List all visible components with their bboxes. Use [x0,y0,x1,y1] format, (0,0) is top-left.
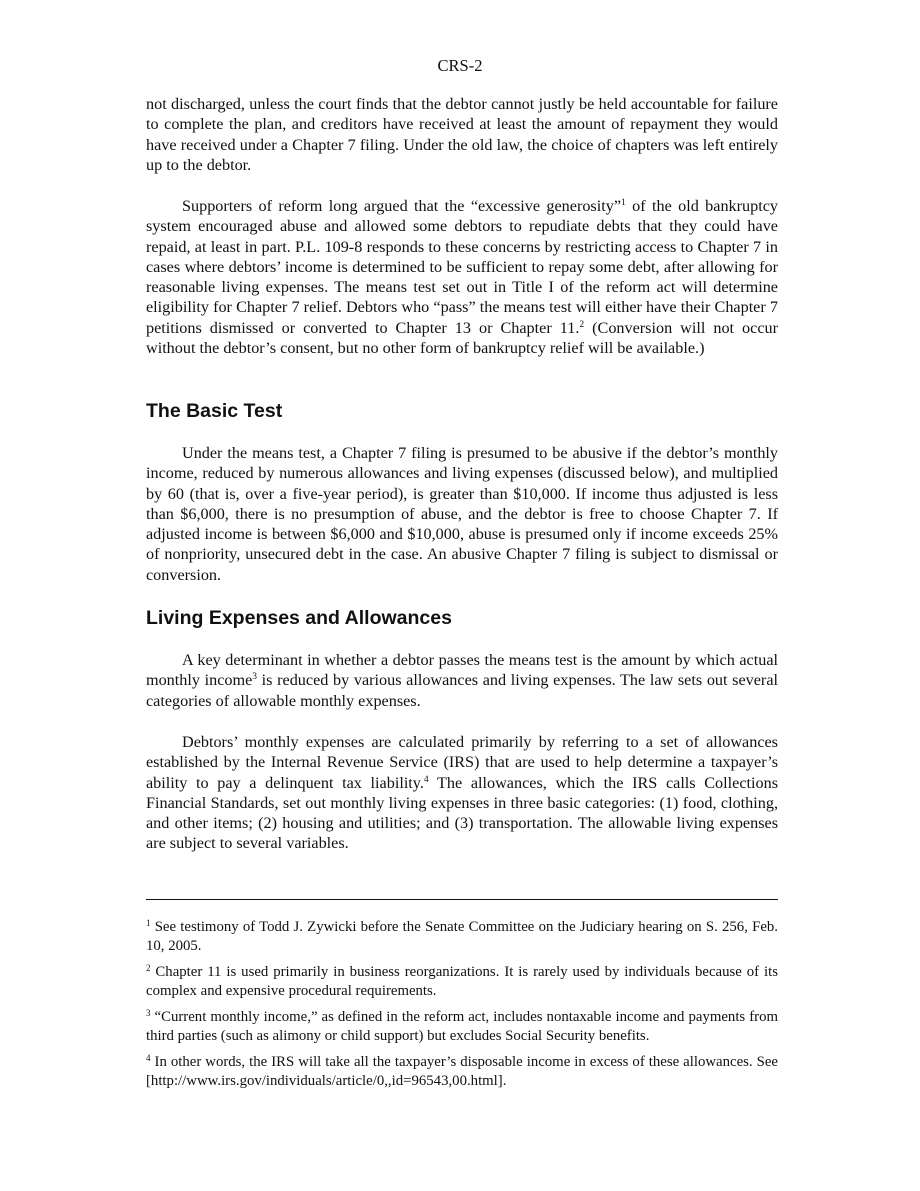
footnote-number: 3 [146,1008,151,1018]
footnote-text: “Current monthly income,” as defined in the reform act, includes nontaxable income and payments from third parties (such as alimony or child support) but excludes Social Security benefits. [146,1009,778,1044]
footnotes-section [146,918,778,1098]
paragraph-text-part: The allowances, which the IRS calls Collections Financial Standards, set out monthly living expenses in three basic categories: (1) food, clothing, and other items; (2) housing and utilities; and (3) transportation. The allowable living expenses are subject to several variables. [146,773,779,853]
paragraph-text: not discharged, unless the court finds that the debtor cannot justly be held accountable for failure to complete the plan, and creditors have received at least the amount of repayment they would have received under a Chapter 7 filing. Under the old law, the choice of chapters was left entirely up to the debtor. [146,95,778,174]
section-heading: Living Expenses and Allowances [146,607,452,629]
footnote-number: 1 [146,918,151,928]
section-heading: The Basic Test [146,400,283,422]
body-paragraph-2 [146,196,778,358]
footnote-reference[interactable]: 2 [579,319,585,330]
footnote-reference[interactable]: 3 [252,672,258,683]
body-paragraph-1 [146,94,778,175]
footnote-divider [146,899,778,900]
paragraph-text [146,650,778,711]
paragraph-text-part: Supporters of reform long argued that the “excessive generosity” [182,197,622,215]
footnote-reference[interactable]: 1 [621,198,626,208]
section-living-expenses [146,606,778,630]
body-paragraph-3 [146,443,778,585]
footnote-number: 4 [146,1053,151,1063]
paragraph-text [146,732,778,854]
paragraph-text-part: Debtors’ monthly expenses are calculated primarily by referring to a set of allowances established by the Internal Revenue Service (IRS) that are used to help determine a taxpayer’s ability to pay a delinquent tax liability. [146,733,778,792]
footnote-3 [146,1008,778,1045]
footnote-number: 2 [146,963,151,973]
footnote-text: In other words, the IRS will take all the taxpayer’s disposable income in excess of these allowances. See [http://www.irs.gov/individuals/article/0,,id=96543,00.html]. [146,1054,778,1089]
footnote-2 [146,963,778,1000]
footnote-4 [146,1053,778,1090]
body-paragraph-5 [146,732,778,854]
page-number: CRS-2 [437,56,483,75]
footnote-1 [146,918,778,955]
paragraph-text-part: (Conversion will not occur without the debtor’s consent, but no other form of bankruptcy relief will be available.) [146,318,779,358]
paragraph-text-part: A key determinant in whether a debtor passes the means test is the amount by which actual monthly income [146,651,778,690]
body-paragraph-4 [146,650,778,711]
paragraph-text: Under the means test, a Chapter 7 filing is presumed to be abusive if the debtor’s monthly income, reduced by numerous allowances and living expenses (discussed below), and multiplied by 60 (that is, over a five-year period), is greater than $10,000. If income thus adjusted is less than $6,000, there is no presumption of abuse, and the debtor is free to choose Chapter 7. If adjusted income is between $6,000 and $10,000, abuse is presumed only if income exceeds 25% of nonpriority, unsecured debt in the case. An abusive Chapter 7 filing is subject to dismissal or conversion. [146,444,778,584]
footnote-reference[interactable]: 4 [423,774,429,785]
paragraph-text [146,196,778,358]
paragraph-text-part: is reduced by various allowances and living expenses. The law sets out several categories of allowable monthly expenses. [146,671,778,710]
paragraph-text-part: of the old bankruptcy system encouraged abuse and allowed some debtors to repudiate debts that they could have repaid, at least in part. P.L. 109-8 responds to these concerns by restricting access to Chapter 7 in cases where debtors’ income is determined to be sufficient to repay some debt, after allowing for reasonable living expenses. The means test set out in Title I of the reform act will determine eligibility for Chapter 7 relief. Debtors who “pass” the means test will either have their Chapter 7 petitions dismissed or converted to Chapter 13 or Chapter 11. [146,197,778,337]
section-basic-test [146,399,778,423]
footnote-text: Chapter 11 is used primarily in business reorganizations. It is rarely used by individuals because of its complex and expensive procedural requirements. [146,964,778,999]
footnote-text: See testimony of Todd J. Zywicki before the Senate Committee on the Judiciary hearing on S. 256, Feb. 10, 2005. [146,919,778,954]
